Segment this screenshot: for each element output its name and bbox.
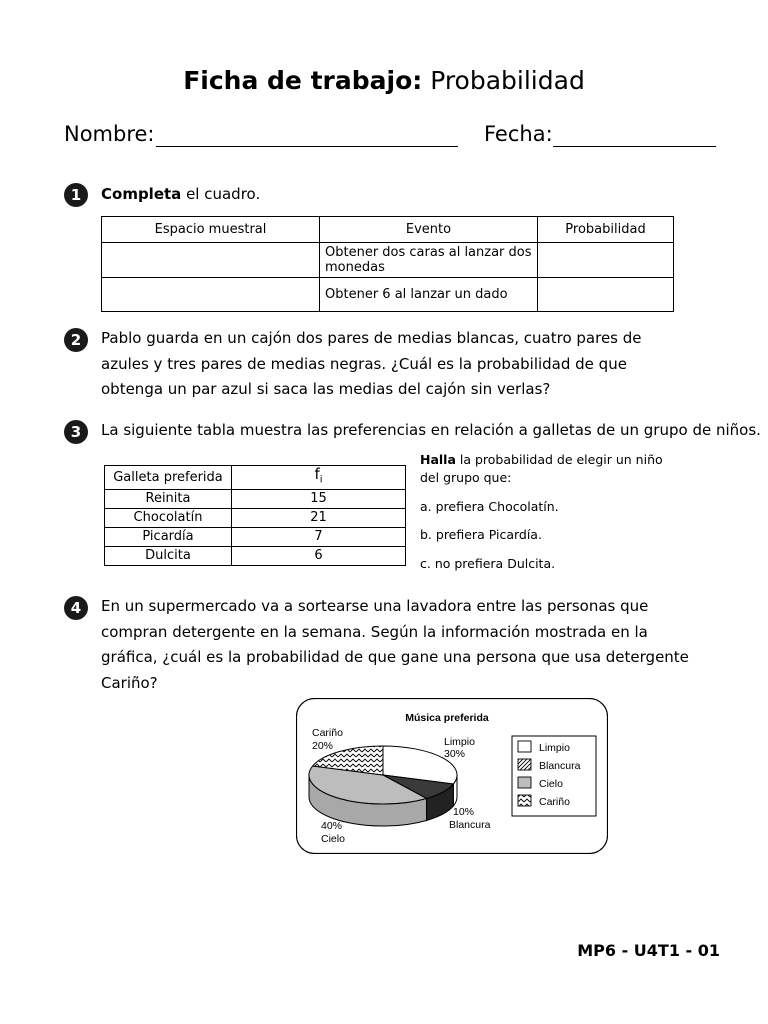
halla-line2: del grupo que: (420, 470, 512, 485)
name-label: Nombre: (64, 122, 155, 146)
chart-legend (512, 736, 596, 816)
table-cell: 15 (232, 489, 406, 508)
legend-swatch (518, 759, 531, 770)
date-label: Fecha: (484, 122, 553, 146)
table-row (102, 278, 674, 312)
halla-bold: Halla (420, 452, 456, 467)
table-row (105, 489, 406, 508)
legend-label: Cariño (539, 796, 570, 808)
table-row (105, 527, 406, 546)
table-cell: 21 (232, 508, 406, 527)
question-2-text: Pablo guarda en un cajón dos pares de medias blancas, cuatro pares de azules y tres pares de medias negras. ¿Cuál es la probabilidad de que obtenga un par azul si saca las medias del cajón sin verlas? (101, 329, 642, 398)
legend-swatch (518, 777, 531, 788)
table-header: Espacio muestral (102, 217, 320, 243)
table-row (105, 546, 406, 565)
table-cell-empty[interactable] (538, 278, 674, 312)
legend-swatch (518, 795, 531, 806)
title-rest: Probabilidad (422, 66, 585, 95)
title-bold: Ficha de trabajo: (183, 66, 423, 95)
table-cell-empty[interactable] (102, 243, 320, 278)
question-4-number: 4 (64, 596, 88, 620)
table-cell: Obtener 6 al lanzar un dado (320, 278, 538, 312)
question-1-text (101, 182, 260, 208)
question-2-number: 2 (64, 328, 88, 352)
option-c: c. no prefiera Dulcita. (420, 556, 556, 571)
table-header: Galleta preferida (105, 466, 232, 490)
table-cell: 6 (232, 546, 406, 565)
pie-slices (309, 746, 457, 826)
cookie-preferences-table (104, 465, 406, 566)
table-cell: Reinita (105, 489, 232, 508)
slice-label: Cielo (321, 833, 345, 845)
table-row (105, 508, 406, 527)
legend-swatch (518, 741, 531, 752)
question-4-text: En un supermercado va a sortearse una lavadora entre las personas que compran detergente en la semana. Según la información mostrada en la gráfica, ¿cuál es la probabilidad de que gane una persona que usa detergente Cariño? (101, 597, 689, 692)
table-cell: Dulcita (105, 546, 232, 565)
question-3-number: 3 (64, 420, 88, 444)
slice-label: Limpio (444, 736, 475, 748)
slice-label: Cariño (312, 727, 343, 739)
sample-space-table (101, 216, 674, 312)
table-cell: Chocolatín (105, 508, 232, 527)
slice-label: 40% (321, 820, 343, 832)
table-cell: 7 (232, 527, 406, 546)
slice-label: Blancura (449, 819, 491, 831)
table-header-frequency: $f_i$ (232, 466, 406, 490)
name-field-line[interactable] (156, 146, 458, 147)
question-1-number: 1 (64, 183, 88, 207)
q1-bold: Completa (101, 185, 182, 203)
question-3-text: La siguiente tabla muestra las preferencias en relación a galletas de un grupo de niños. (101, 421, 761, 439)
table-row (102, 243, 674, 278)
table-cell: Picardía (105, 527, 232, 546)
date-field-line[interactable] (553, 146, 716, 147)
slice-label: 20% (312, 740, 334, 752)
table-cell-empty[interactable] (102, 278, 320, 312)
table-header: Evento (320, 217, 538, 243)
option-b: b. prefiera Picardía. (420, 527, 542, 542)
halla-instruction (420, 451, 663, 487)
halla-rest: la probabilidad de elegir un niño (455, 452, 663, 467)
table-cell: Obtener dos caras al lanzar dos monedas (320, 243, 538, 278)
page-code: MP6 - U4T1 - 01 (577, 941, 720, 960)
legend-label: Limpio (539, 742, 570, 754)
page-title (0, 66, 768, 95)
slice-label: 30% (444, 748, 466, 760)
legend-label: Cielo (539, 778, 563, 790)
table-cell-empty[interactable] (538, 243, 674, 278)
q1-rest: el cuadro. (181, 185, 261, 203)
option-a: a. prefiera Chocolatín. (420, 499, 559, 514)
chart-title: Música preferida (405, 712, 489, 724)
pie-chart (296, 698, 608, 854)
slice-label: 10% (453, 806, 475, 818)
table-header: Probabilidad (538, 217, 674, 243)
legend-label: Blancura (539, 760, 581, 772)
